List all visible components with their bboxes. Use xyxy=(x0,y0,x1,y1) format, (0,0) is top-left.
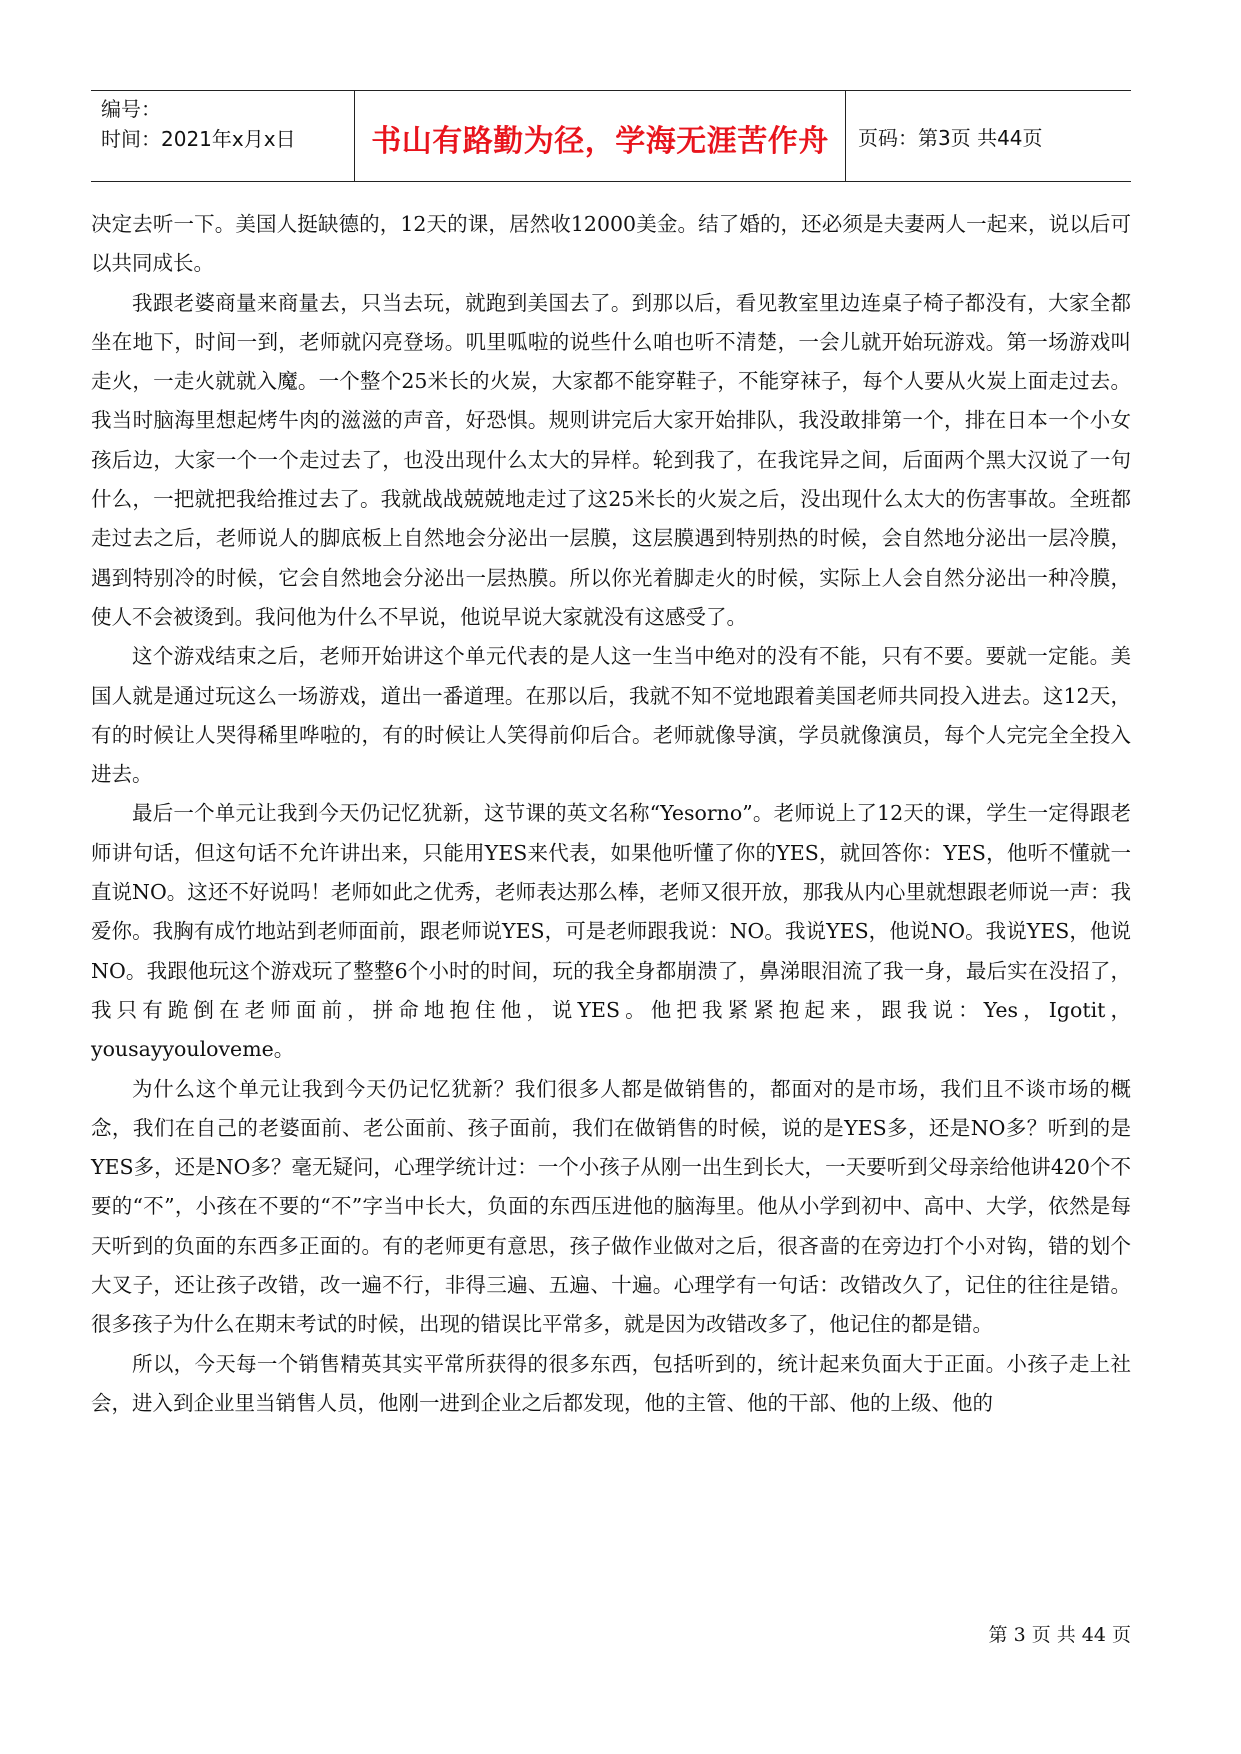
document-body xyxy=(91,205,1131,1423)
document-time: 时间：2021年x月x日 xyxy=(101,127,296,151)
header-motto: 书山有路勤为径，学海无涯苦作舟 xyxy=(371,124,829,159)
paragraph: 所以，今天每一个销售精英其实平常所获得的很多东西，包括听到的，统计起来负面大于正面。小孩子走上社会，进入到企业里当销售人员，他刚一进到企业之后都发现，他的主管、他的干部、他的上级、他的 xyxy=(91,1351,1131,1415)
header-motto-cell xyxy=(355,91,846,181)
page-footer xyxy=(91,1620,1131,1647)
header-page-cell xyxy=(846,91,1131,181)
paragraph-continued: 决定去听一下。美国人挺缺德的，12天的课，居然收12000美金。结了婚的，还必须是夫妻两人一起来，说以后可以共同成长。 xyxy=(91,212,1131,276)
page-header xyxy=(91,90,1131,182)
header-page-number: 页码：第3页 共44页 xyxy=(858,125,1043,150)
paragraph: 这个游戏结束之后，老师开始讲这个单元代表的是人这一生当中绝对的没有不能，只有不要。要就一定能。美国人就是通过玩这么一场游戏，道出一番道理。在那以后，我就不知不觉地跟着美国老师共同投入进去。这12天，有的时候让人哭得稀里哗啦的，有的时候让人笑得前仰后合。老师就像导演，学员就像演员，每个人完完全全投入进去。 xyxy=(91,644,1131,787)
document-number-label: 编号： xyxy=(101,97,161,121)
paragraph: 为什么这个单元让我到今天仍记忆犹新？我们很多人都是做销售的，都面对的是市场，我们且不谈市场的概念，我们在自己的老婆面前、老公面前、孩子面前，我们在做销售的时候，说的是YES多，还是NO多？听到的是YES多，还是NO多？毫无疑问，心理学统计过：一个小孩子从刚一出生到长大，一天要听到父母亲给他讲420个不要的“不”，小孩在不要的“不”字当中长大，负面的东西压进他的脑海里。他从小学到初中、高中、大学，依然是每天听到的负面的东西多正面的。有的老师更有意思，孩子做作业做对之后，很吝啬的在旁边打个小对钩，错的划个大叉子，还让孩子改错，改一遍不行，非得三遍、五遍、十遍。心理学有一句话：改错改久了，记住的往往是错。很多孩子为什么在期末考试的时候，出现的错误比平常多，就是因为改错改多了，他记住的都是错。 xyxy=(91,1076,1131,1337)
paragraph: 我跟老婆商量来商量去，只当去玩，就跑到美国去了。到那以后，看见教室里边连桌子椅子都没有，大家全都坐在地下，时间一到，老师就闪亮登场。叽里呱啦的说些什么咱也听不清楚，一会儿就开始玩游戏。第一场游戏叫走火，一走火就就入魔。一个整个25米长的火炭，大家都不能穿鞋子，不能穿袜子，每个人要从火炭上面走过去。我当时脑海里想起烤牛肉的滋滋的声音，好恐惧。规则讲完后大家开始排队，我没敢排第一个，排在日本一个小女孩后边，大家一个一个走过去了，也没出现什么太大的异样。轮到我了，在我诧异之间，后面两个黑大汉说了一句什么，一把就把我给推过去了。我就战战兢兢地走过了这25米长的火炭之后，没出现什么太大的伤害事故。全班都走过去之后，老师说人的脚底板上自然地会分泌出一层膜，这层膜遇到特别热的时候，会自然地分泌出一层冷膜，遇到特别冷的时候，它会自然地会分泌出一层热膜。所以你光着脚走火的时候，实际上人会自然分泌出一种冷膜，使人不会被烫到。我问他为什么不早说，他说早说大家就没有这感受了。 xyxy=(91,290,1131,629)
header-info-cell xyxy=(91,91,355,181)
footer-page-number: 第 3 页 共 44 页 xyxy=(988,1624,1131,1646)
paragraph: 最后一个单元让我到今天仍记忆犹新，这节课的英文名称“Yesorno”。老师说上了12天的课，学生一定得跟老师讲句话，但这句话不允许讲出来，只能用YES来代表，如果他听懂了你的YES，就回答你：YES，他听不懂就一直说NO。这还不好说吗！老师如此之优秀，老师表达那么棒，老师又很开放，那我从内心里就想跟老师说一声：我爱你。我胸有成竹地站到老师面前，跟老师说YES，可是老师跟我说：NO。我说YES，他说NO。我说YES，他说NO。我跟他玩这个游戏玩了整整6个小时的时间，玩的我全身都崩溃了，鼻涕眼泪流了我一身，最后实在没招了，我只有跪倒在老师面前，拼命地抱住他，说YES。他把我紧紧抱起来，跟我说：Yes，Igotit，yousayyouloveme。 xyxy=(91,801,1131,1062)
